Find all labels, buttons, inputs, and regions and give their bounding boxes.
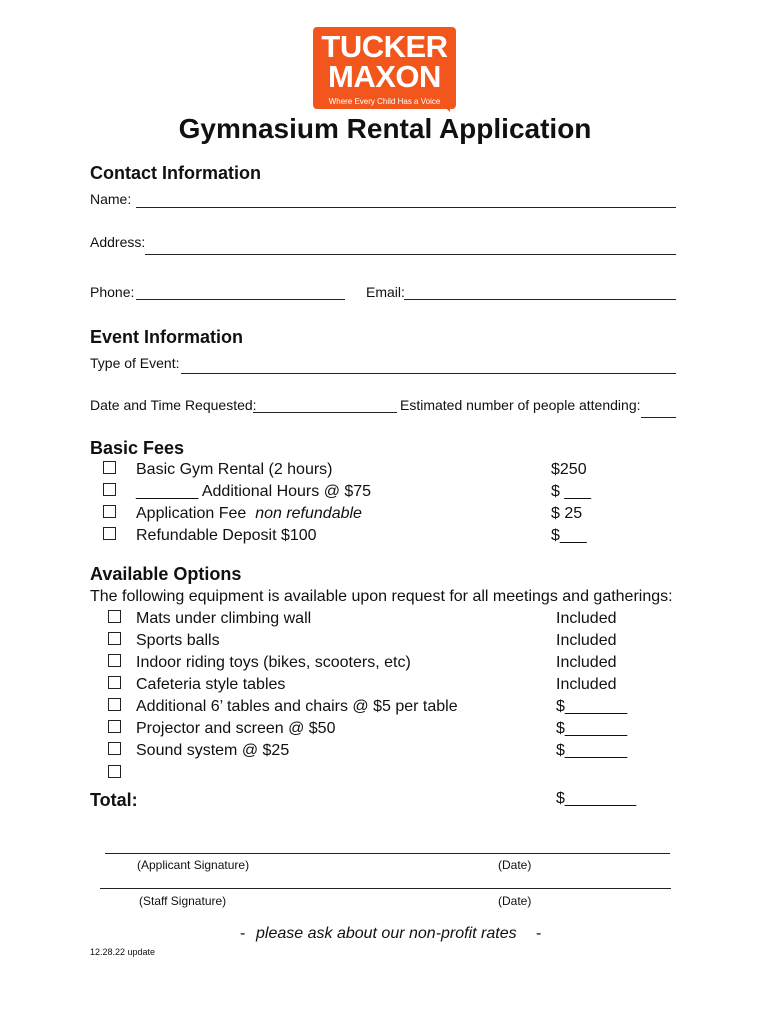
people-label: Estimated number of people attending: [400, 397, 641, 413]
option-label-cafeteria-tables: Cafeteria style tables [136, 676, 286, 693]
option-checkbox-riding-toys[interactable] [108, 654, 121, 667]
fee-amount-deposit: $___ [551, 527, 587, 544]
option-checkbox-mats[interactable] [108, 610, 121, 623]
fee-checkbox-additional-hours[interactable] [103, 483, 116, 496]
footer-dash-left: - [240, 925, 246, 942]
logo-tagline: Where Every Child Has a Voice [328, 97, 441, 106]
event-heading: Event Information [90, 327, 244, 347]
footer-dash-right: - [536, 925, 542, 942]
applicant-signature-label: (Applicant Signature) [137, 858, 250, 872]
option-amount-riding-toys: Included [556, 654, 617, 671]
option-label-projector: Projector and screen @ $50 [136, 720, 336, 737]
option-label-additional-tables: Additional 6’ tables and chairs @ $5 per table [136, 698, 458, 715]
option-label-riding-toys: Indoor riding toys (bikes, scooters, etc) [136, 654, 411, 671]
fee-amount-additional-hours: $ ___ [551, 483, 592, 500]
total-label: Total: [90, 790, 138, 810]
option-checkbox-sound-system[interactable] [108, 742, 121, 755]
fees-heading: Basic Fees [90, 438, 185, 458]
logo-line-1: TUCKER [321, 29, 448, 64]
event-type-label: Type of Event: [90, 355, 180, 371]
option-label-sound-system: Sound system @ $25 [136, 742, 290, 759]
options-heading: Available Options [90, 564, 242, 584]
event-type-field[interactable] [181, 373, 676, 374]
fee-label-application-fee [136, 504, 362, 524]
option-amount-sound-system: $_______ [556, 742, 628, 759]
phone-label: Phone: [90, 284, 135, 300]
staff-date-label: (Date) [498, 894, 532, 908]
logo-line-2: MAXON [328, 59, 441, 94]
option-checkbox-sports-balls[interactable] [108, 632, 121, 645]
logo-speech-tail [440, 102, 450, 112]
email-label: Email: [366, 284, 405, 300]
option-checkbox-other[interactable] [108, 765, 121, 778]
fee-label-deposit: Refundable Deposit $100 [136, 527, 317, 544]
address-label: Address: [90, 234, 146, 250]
name-label: Name: [90, 191, 132, 207]
fee-checkbox-deposit[interactable] [103, 527, 116, 540]
people-field[interactable] [641, 417, 676, 418]
address-field[interactable] [145, 254, 676, 255]
fee-checkbox-gym-rental[interactable] [103, 461, 116, 474]
page-title: Gymnasium Rental Application [178, 113, 592, 144]
option-amount-cafeteria-tables: Included [556, 676, 617, 693]
fee-label-additional-hours: _______ Additional Hours @ $75 [136, 483, 372, 500]
fee-checkbox-application-fee[interactable] [103, 505, 116, 518]
nonprofit-rates-note: please ask about our non-profit rates [256, 925, 517, 942]
update-date: 12.28.22 update [90, 947, 156, 957]
contact-heading: Contact Information [90, 163, 261, 183]
fee-amount-gym-rental: $250 [551, 461, 587, 478]
option-checkbox-projector[interactable] [108, 720, 121, 733]
phone-field[interactable] [136, 299, 345, 300]
non-refundable-note: non refundable [255, 505, 362, 522]
date-time-field[interactable] [253, 412, 397, 413]
tucker-maxon-logo [313, 27, 456, 109]
staff-signature-line[interactable] [100, 888, 671, 889]
option-amount-mats: Included [556, 610, 617, 627]
fee-label-gym-rental: Basic Gym Rental (2 hours) [136, 461, 333, 478]
option-amount-additional-tables: $_______ [556, 698, 628, 715]
date-time-label: Date and Time Requested: [90, 397, 257, 413]
option-checkbox-cafeteria-tables[interactable] [108, 676, 121, 689]
options-intro: The following equipment is available upon request for all meetings and gatherings: [90, 588, 673, 605]
fee-amount-application-fee: $ 25 [551, 505, 583, 522]
option-label-sports-balls: Sports balls [136, 632, 220, 649]
email-field[interactable] [404, 299, 676, 300]
total-amount: $________ [556, 790, 637, 807]
option-amount-sports-balls: Included [556, 632, 617, 649]
applicant-date-label: (Date) [498, 858, 532, 872]
name-field[interactable] [136, 207, 676, 208]
option-amount-projector: $_______ [556, 720, 628, 737]
staff-signature-label: (Staff Signature) [139, 894, 227, 908]
option-label-mats: Mats under climbing wall [136, 610, 312, 627]
applicant-signature-line[interactable] [105, 853, 670, 854]
application-fee-text: Application Fee [136, 505, 247, 522]
option-checkbox-additional-tables[interactable] [108, 698, 121, 711]
